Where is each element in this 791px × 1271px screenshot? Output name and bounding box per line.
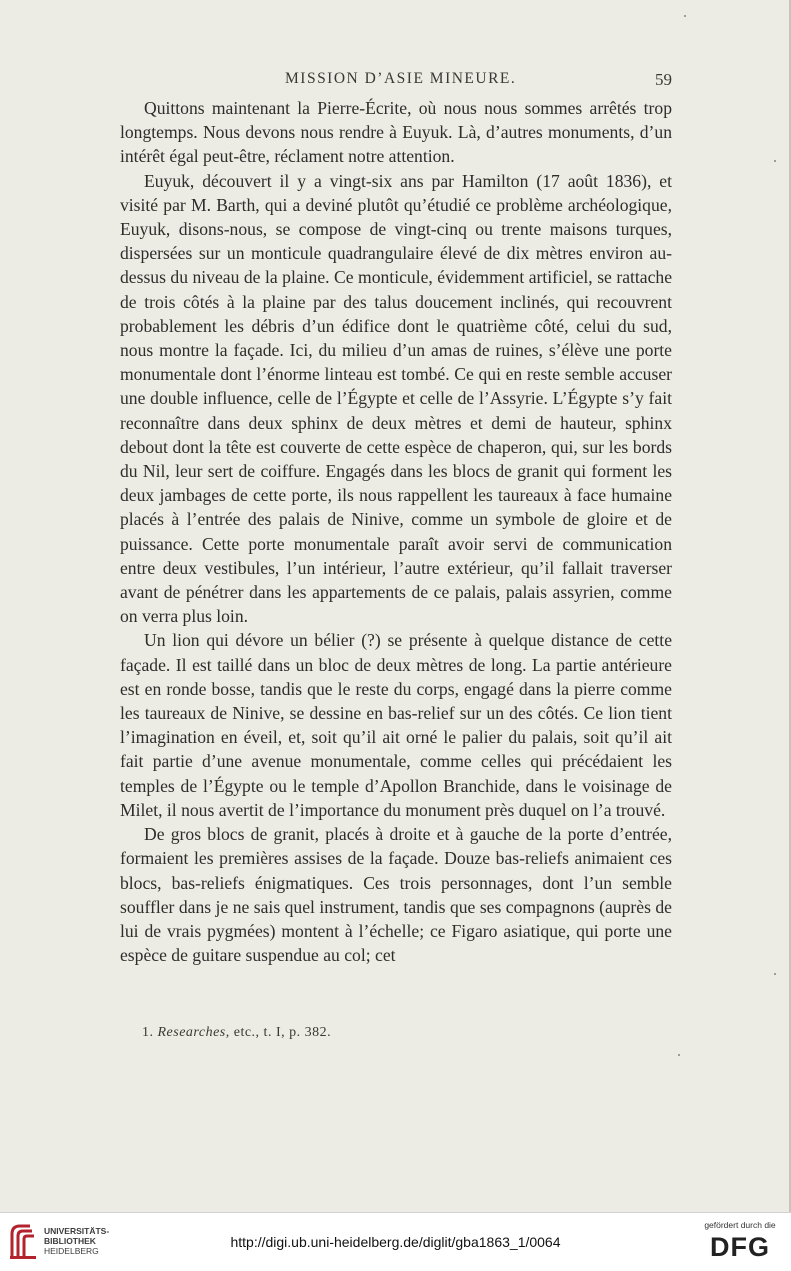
running-head-title: MISSION D’ASIE MINEURE. xyxy=(285,70,517,87)
paper-speck xyxy=(774,973,776,975)
library-name-line1: UNIVERSITÄTS- xyxy=(44,1226,110,1236)
funding-caption: gefördert durch die xyxy=(704,1220,776,1230)
body-text xyxy=(120,96,672,967)
library-name-line2: BIBLIOTHEK xyxy=(44,1236,96,1246)
footnote-number: 1. xyxy=(142,1025,154,1040)
viewer-footer xyxy=(0,1212,791,1271)
permalink-url[interactable]: http://digi.ub.uni-heidelberg.de/diglit/gba1863_1/0064 xyxy=(230,1234,561,1250)
paper-speck xyxy=(678,1054,680,1056)
footnote-reference: etc., t. I, p. 382. xyxy=(229,1025,332,1040)
library-name-line3: HEIDELBERG xyxy=(44,1246,99,1256)
paragraph: De gros blocs de granit, placés à droite et à gauche de la porte d’entrée, formaient les premières assises de la façade. Douze bas-reliefs animaient ces blocs, bas-reliefs énigmatiques. Ces trois personnages, dont l’un semble souffler dans je ne sais quel instrument, tandis que ses compagnons (auprès de lui de vrais pygmées) montent à l’échelle; ce Figaro asiatique, qui porte une espèce de guitare suspendue au col; cet xyxy=(120,824,672,966)
dfg-logo-icon: DFG xyxy=(710,1232,770,1262)
paper-speck xyxy=(774,160,776,162)
running-head xyxy=(120,70,672,94)
page-number: 59 xyxy=(655,70,672,89)
paragraph: Quittons maintenant la Pierre-Écrite, où nous nous sommes arrêtés trop longtemps. Nous devons nous rendre à Euyuk. Là, d’autres monuments, d’un intérêt égal peut-être, réclament notre attention. xyxy=(120,98,672,167)
paper-speck xyxy=(684,15,686,17)
paragraph: Euyuk, découvert il y a vingt-six ans par Hamilton (17 août 1836), et visité par M. Barth, qui a deviné plutôt qu’étudié ce problème archéologique, Euyuk, disons-nous, se compose de vingt-cinq ou trente maisons turques, dispersées sur un monticule quadrangulaire élevé de dix mètres environ au-dessus du niveau de la plaine. Ce monticule, évidemment artificiel, se rattache de trois côtés à la plaine par des talus doucement inclinés, qui recouvrent probablement les débris d’un édifice dont le quatrième côté, celui du sud, nous montre la façade. Ici, du milieu d’un amas de ruines, s’élève une porte monumentale dont l’énorme linteau est tombé. Ce qui en reste semble accuser une double influence, celle de l’Égypte et celle de l’Assyrie. L’Égypte s’y fait reconnaître dans deux sphinx de deux mètres et demi de hauteur, sphinx debout dont la tête est couverte de cette espèce de chaperon, qui, sur les bords du Nil, leur sert de coiffure. Engagés dans les blocs de granit qui forment les deux jambages de cette porte, ils nous rappellent les taureaux à face humaine placés à l’entrée des palais de Ninive, comme un symbole de gloire et de puissance. Cette porte monumentale paraît avoir servi de communication entre deux vestibules, l’un intérieur, l’autre extérieur, qu’il fallait traverser avant de pénétrer dans les appartements de ce palais, palais assyrien, comme on verra plus loin. xyxy=(120,170,672,627)
footnote-title: Researches, xyxy=(157,1025,230,1040)
footnote xyxy=(142,1025,642,1041)
paragraph: Un lion qui dévore un bélier (?) se présente à quelque distance de cette façade. Il est taillé dans un bloc de deux mètres de long. La partie antérieure est en ronde bosse, tandis que le reste du corps, engagé dans la pierre comme les taureaux de Ninive, se dessine en bas-relief sur un des côtés. Ce lion tient l’imagination en éveil, et, soit qu’il ait orné le palier du palais, soit qu’il ait fait partie d’une avenue monumentale, comme celles qui précédaient les temples de l’Égypte ou le temple d’Apollon Branchide, dans le voisinage de Milet, il nous avertit de l’importance du monument près duquel on l’a trouvé. xyxy=(120,630,672,820)
dfg-funding-badge[interactable] xyxy=(699,1220,781,1263)
